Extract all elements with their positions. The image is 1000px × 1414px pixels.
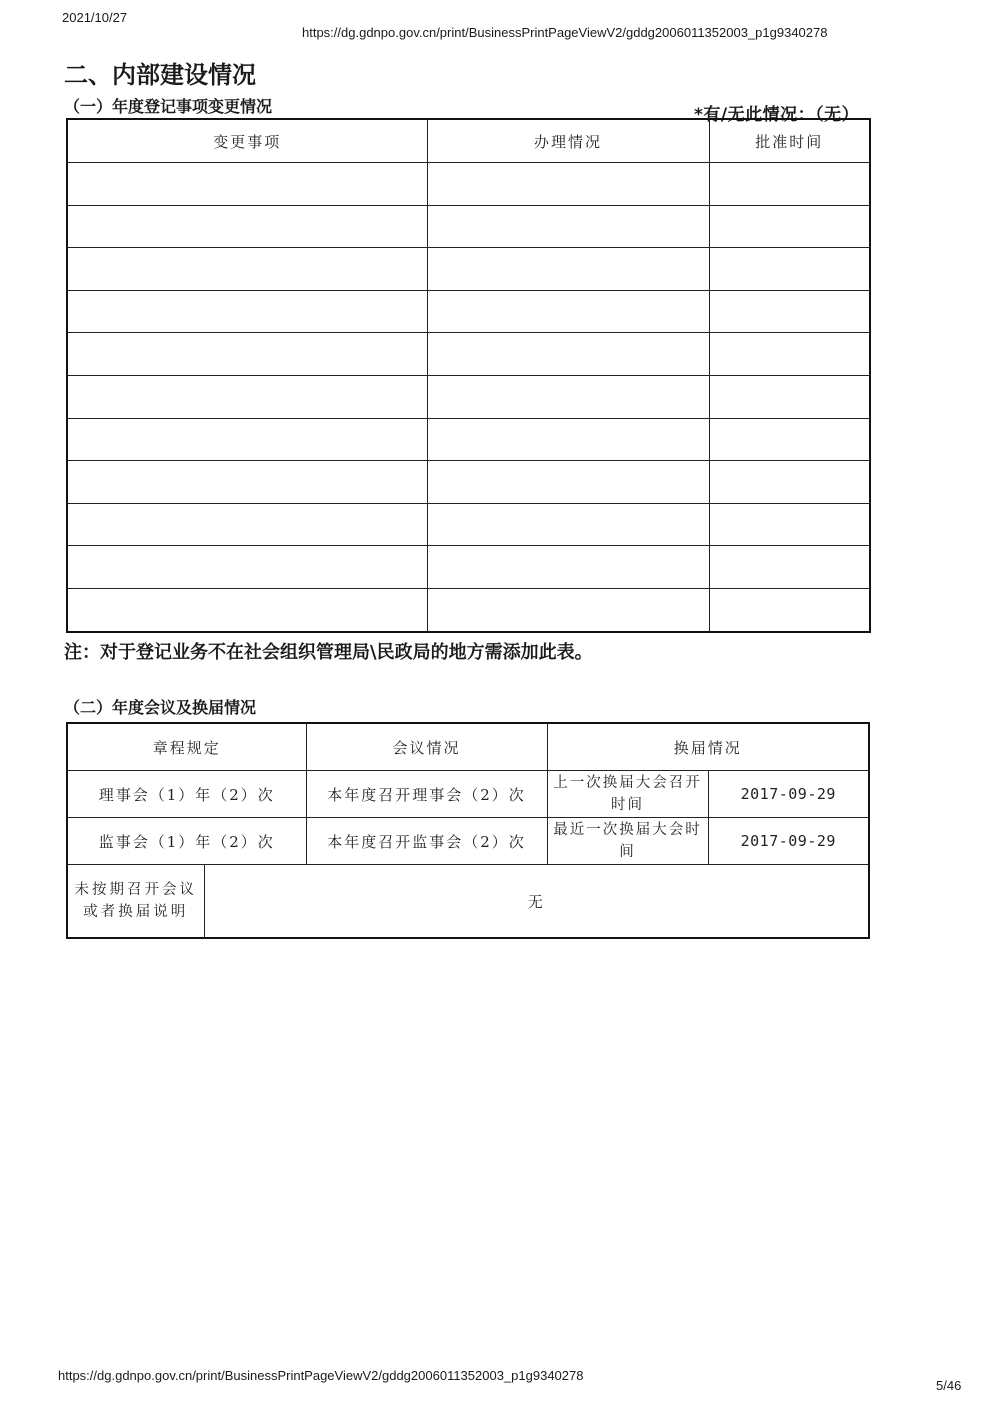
table-cell	[709, 375, 870, 418]
table-cell	[67, 503, 427, 546]
table-cell	[709, 248, 870, 291]
table-row	[67, 248, 870, 291]
table-cell	[427, 503, 709, 546]
col-header-meetings: 会议情况	[306, 723, 547, 771]
table-cell	[427, 333, 709, 376]
table-cell	[427, 418, 709, 461]
table-row	[67, 771, 869, 818]
subsection-1-title: （一）年度登记事项变更情况	[64, 97, 273, 116]
page-number: 5/46	[936, 1378, 962, 1393]
table-cell	[427, 546, 709, 589]
election-date: 2017-09-29	[708, 771, 869, 818]
election-label: 最近一次换届大会时间	[547, 818, 708, 865]
table-cell	[427, 375, 709, 418]
table-row	[67, 418, 870, 461]
table-cell	[67, 546, 427, 589]
col-header-approval-date: 批准时间	[709, 119, 870, 163]
header-url: https://dg.gdnpo.gov.cn/print/BusinessPrintPageViewV2/gddg2006011352003_p1g9340278	[302, 25, 828, 40]
table-cell	[67, 248, 427, 291]
table-cell	[709, 333, 870, 376]
table-cell	[709, 418, 870, 461]
registration-change-table	[66, 118, 871, 633]
table-cell	[709, 546, 870, 589]
table-cell	[427, 461, 709, 504]
col-header-election: 换届情况	[547, 723, 869, 771]
table-cell	[709, 205, 870, 248]
explanation-value: 无	[204, 865, 869, 939]
footer-url: https://dg.gdnpo.gov.cn/print/BusinessPrintPageViewV2/gddg2006011352003_p1g9340278	[58, 1368, 584, 1383]
section-title: 二、内部建设情况	[64, 61, 256, 89]
meeting-election-table	[66, 722, 870, 939]
table-cell	[67, 375, 427, 418]
table-cell	[427, 588, 709, 631]
table-cell	[709, 163, 870, 206]
table-cell	[709, 503, 870, 546]
table-cell	[67, 290, 427, 333]
print-date: 2021/10/27	[62, 10, 128, 25]
table-cell	[427, 205, 709, 248]
table-row	[67, 503, 870, 546]
table-cell	[427, 290, 709, 333]
meeting-count: 本年度召开理事会（2）次	[306, 771, 547, 818]
table-cell	[709, 461, 870, 504]
table-cell	[67, 205, 427, 248]
has-case-flag: *有/无此情况：（无）	[694, 105, 860, 125]
table-header-row	[67, 723, 869, 771]
table-row	[67, 375, 870, 418]
table-cell	[67, 588, 427, 631]
table-cell	[709, 588, 870, 631]
col-header-change-item: 变更事项	[67, 119, 427, 163]
bylaw-rule: 监事会（1）年（2）次	[67, 818, 306, 865]
subsection-2-title: （二）年度会议及换届情况	[64, 698, 257, 717]
table-row	[67, 588, 870, 631]
table-cell	[67, 461, 427, 504]
table-cell	[67, 418, 427, 461]
table-row	[67, 205, 870, 248]
table-note: 注：对于登记业务不在社会组织管理局\民政局的地方需添加此表。	[64, 642, 593, 663]
bylaw-rule: 理事会（1）年（2）次	[67, 771, 306, 818]
table-row	[67, 163, 870, 206]
table-row	[67, 461, 870, 504]
table-row	[67, 333, 870, 376]
table-row	[67, 818, 869, 865]
table-row	[67, 546, 870, 589]
table-row	[67, 290, 870, 333]
election-date: 2017-09-29	[708, 818, 869, 865]
table-cell	[709, 290, 870, 333]
election-label: 上一次换届大会召开时间	[547, 771, 708, 818]
table-cell	[427, 248, 709, 291]
table-cell	[67, 163, 427, 206]
table-cell	[427, 163, 709, 206]
explanation-label: 未按期召开会议或者换届说明	[67, 865, 204, 939]
col-header-bylaws: 章程规定	[67, 723, 306, 771]
col-header-handling: 办理情况	[427, 119, 709, 163]
table-cell	[67, 333, 427, 376]
meeting-count: 本年度召开监事会（2）次	[306, 818, 547, 865]
table-header-row	[67, 119, 870, 163]
table-row	[67, 865, 869, 939]
